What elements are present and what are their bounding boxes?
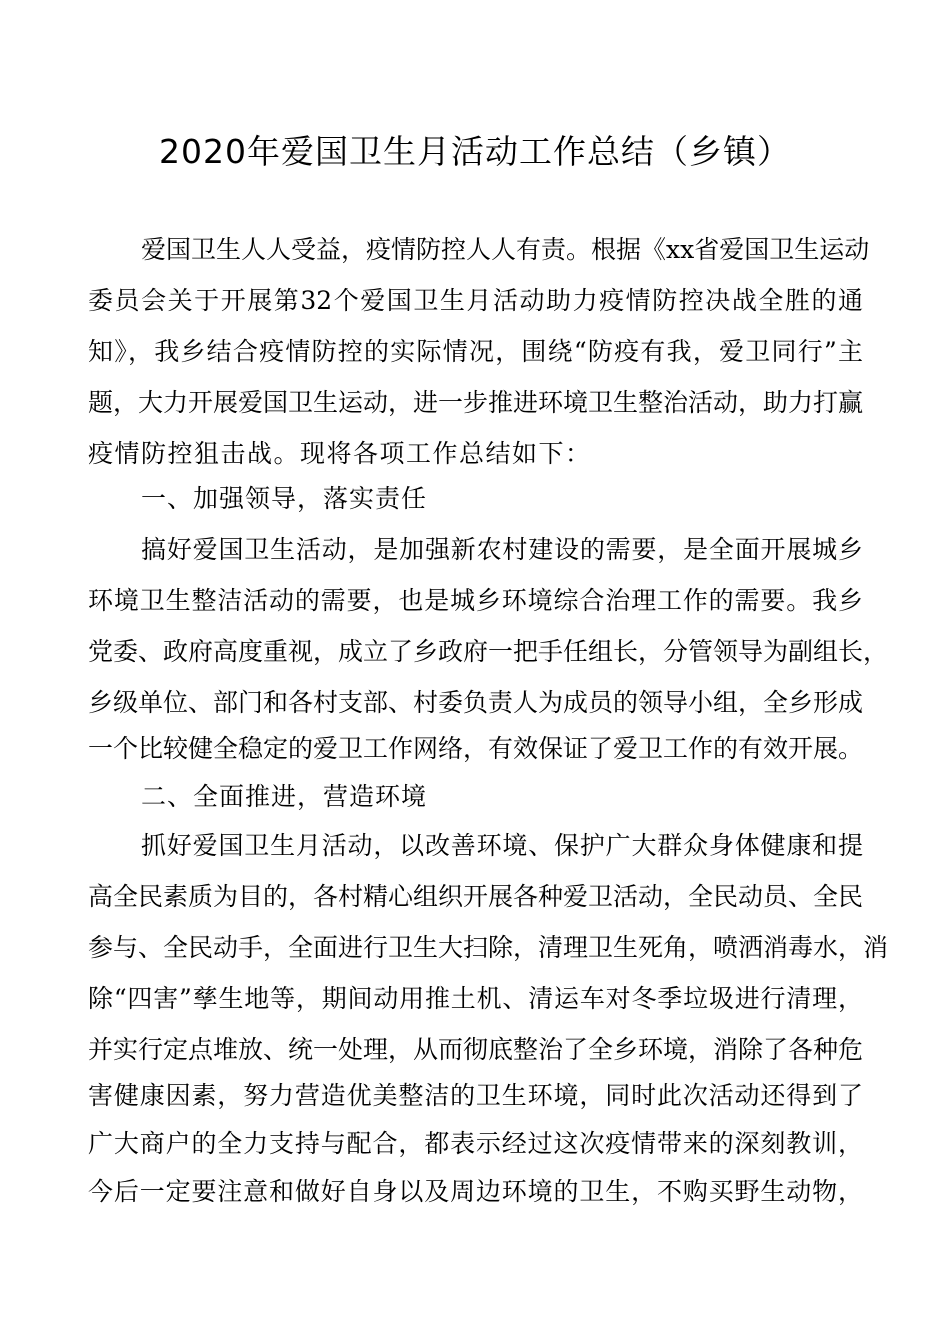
paragraph-line: 并实行定点堆放、统一处理，从而彻底整治了全乡环境，消除了各种危	[88, 1035, 864, 1064]
document-title: 2020年爱国卫生月活动工作总结（乡镇）	[159, 132, 791, 171]
paragraph-line: 疫情防控狙击战。现将各项工作总结如下：	[88, 439, 592, 468]
paragraph-line: 今后一定要注意和做好自身以及周边环境的卫生，不购买野生动物，	[88, 1177, 863, 1206]
paragraph-line: 一个比较健全稳定的爱卫工作网络，有效保证了爱卫工作的有效开展。	[88, 734, 864, 763]
paragraph-line: 害健康因素，努力营造优美整洁的卫生环境，同时此次活动还得到了	[88, 1081, 863, 1110]
paragraph-line: 参与、全民动手，全面进行卫生大扫除，清理卫生死角，喷洒消毒水，消	[88, 933, 889, 962]
section-heading: 一、加强领导，落实责任	[141, 484, 428, 513]
paragraph-line: 广大商户的全力支持与配合，都表示经过这次疫情带来的深刻教训，	[88, 1129, 863, 1158]
paragraph-line: 搞好爱国卫生活动，是加强新农村建设的需要，是全面开展城乡	[141, 535, 863, 564]
section-heading: 二、全面推进，营造环境	[141, 782, 428, 811]
paragraph-line: 知》，我乡结合疫情防控的实际情况，围绕“防疫有我，爱卫同行”主	[88, 337, 863, 366]
paragraph-line: 委员会关于开展第32个爱国卫生月活动助力疫情防控决战全胜的通	[88, 286, 863, 315]
paragraph-line: 爱国卫生人人受益，疫情防控人人有责。根据《xx省爱国卫生运动	[141, 235, 870, 264]
paragraph-line: 高全民素质为目的，各村精心组织开展各种爱卫活动，全民动员、全民	[88, 882, 864, 911]
paragraph-line: 除“四害”孳生地等，期间动用推土机、清运车对冬季垃圾进行清理，	[88, 984, 863, 1013]
paragraph-line: 乡级单位、部门和各村支部、村委负责人为成员的领导小组，全乡形成	[88, 688, 864, 717]
paragraph-line: 题，大力开展爱国卫生运动，进一步推进环境卫生整治活动，助力打赢	[88, 388, 864, 417]
paragraph-line: 环境卫生整洁活动的需要，也是城乡环境综合治理工作的需要。我乡	[88, 586, 863, 615]
paragraph-line: 党委、政府高度重视，成立了乡政府一把手任组长，分管领导为副组长，	[88, 637, 889, 666]
paragraph-line: 抓好爱国卫生月活动，以改善环境、保护广大群众身体健康和提	[141, 831, 863, 860]
